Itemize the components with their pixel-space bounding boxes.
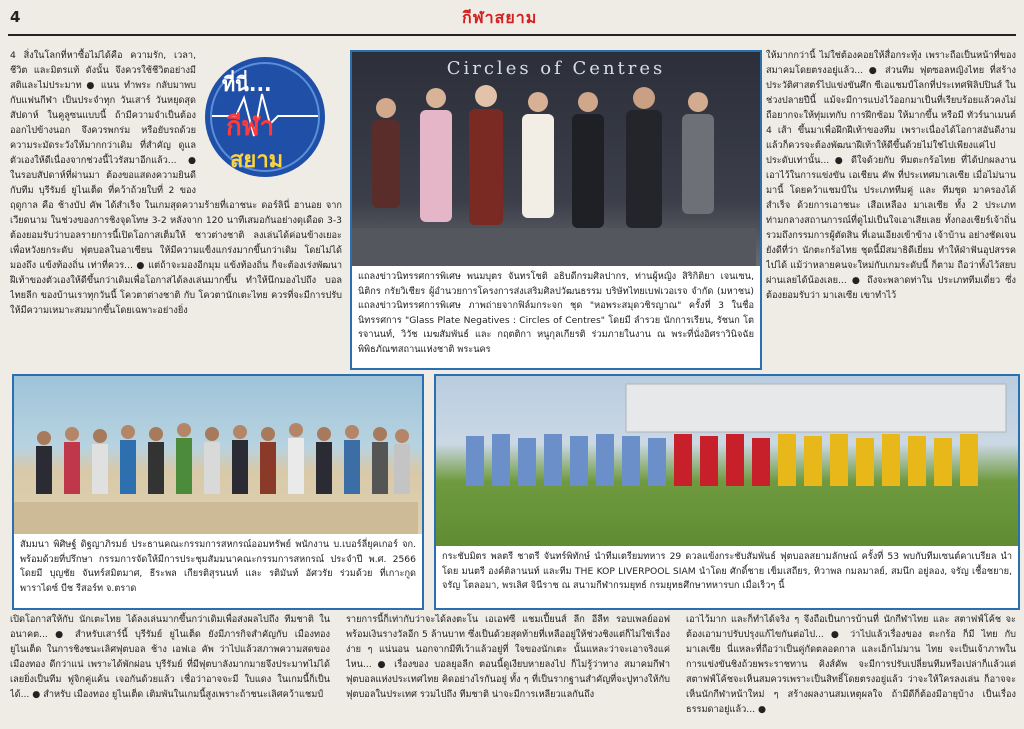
exhibition-photo-box bbox=[350, 50, 762, 370]
football-team-photo bbox=[436, 376, 1018, 546]
seminar-photo-box bbox=[12, 374, 424, 610]
exhibition-banner-text: Circles of Centres bbox=[446, 58, 666, 79]
bottom-column-3: เอาไว้มาก และก็ทำได้จริง ๆ จึงถือเป็นการบ้านที่ นักกีฬาไทย และ สตาฟฟ์โค้ช จะต้องเอามาปรับปรุงแก้ไขกันต่อไป... ● ว่าไปแล้วเรื่องของ ตะกร้อ ก็มี ไทย กับ มาเลเซีย นี่แหละที่ถือว่าเป็นคู่กัดตลอดกาล และเอ็กไม่มาน ไทย จะเป็นเจ้าภาพในการแข่งขันชิงถ้วยพระราชทาน คิงส์คัพ จะมีการปรับเปลี่ยนทีมหรือเปล่าก็แล้วแต่สตาฟฟ์โค้ชจะเห็นสมควรเพราะเป็นสิทธิ์โดยตรงอยู่แล้ว ว่าจะให้ใครลงเล่น ก็อาจจะเห็นนักกีฬาหน้าใหม่ ๆ สร้างผลงานสมเหตุผลใจ ถ้ามีดีก็ต้องมีอายุบ้าง เป็นเรื่องธรรมดาอยู่แล้ว... ● bbox=[686, 614, 1016, 715]
right-column-text: ให้มากกว่านี้ ไม่ใช่ต้องคอยให้สื่อกระทุ้ง เพราะถือเป็นหน้าที่ของสมาคมโดยตรงอยู่แล้ว... ● ส่วนทีม ฟุตซอลหญิงไทย ที่สร้างประวัติศาสตร์ไปแข่งขันศึก ซีเอแชมป์โลกที่ประเทศฟิลิปปินส์ ในช่วงปลายปีนี้ แม้จะมีการแบ่งไว้ออกมาเป็นที่เรียบร้อยแล้วคงไม่ถือยากจะให้ทุ่มเทกับ การฝึกซ้อม ให้มากขึ้น หรือมี ทัวร์นาเมนต์ 4 เส้า ขึ้นมาเพื่อฝึกฝีเท้าของทีม เพราะเนื่องได้โอกาสอันดีงามแล้วก็ควรจะต้องพัฒนาฝีเท้าให้ดีขึ้นด้วยไม่ใช่ไปเพียงแค่ไปประดับเท่านั้น... ● ดีใจด้วยกับ ทีมตะกร้อไทย ที่ได้ปกผลงานเอาไว้ในการแข่งขัน เอเชียน คัพ ที่ประเทศมาเลเซีย เมื่อไม่นานมานี้ โดยคว้าแชมป์ใน ประเภททีมคู่ และ ทีมชุด มาครองได้สำเร็จ ด้วยการเอาชนะ เสือเหลือง มาเลเซีย ทั้ง 2 ประเภท ท่ามกลางสถานการณ์ที่ดูไม่เป็นใจเอาเสียเลย ทั้งกองเชียร์เจ้าถิ่นรวมถึงกรรมการผู้ตัดสิน ที่เอนเอียงเข้าข้าง เจ้าบ้าน อย่างชัดเจน ยังดีที่ว่า นักตะกร้อไทย ชุดนี้มีสมาธิดีเยี่ยม ทำให้ฝ่าฟันอุปสรรคไปได้ แม้ว่าหลายคนจะใหม่กับเกมระดับนี้ ก็ตาม ถือว่าทั้งไว้สยบผ่านเลยได้น้องเลย... ● ถึงจะพลาดท่าใน ประเภททีมเดี่ยว ซึ่งต้องยอมรับว่า มาเลเซีย เขาทำไว้ bbox=[766, 50, 1016, 301]
exhibition-photo bbox=[352, 52, 760, 266]
page-number: 4 bbox=[10, 8, 21, 26]
logo-line-1: ที่นี่... bbox=[222, 72, 272, 96]
header-rule bbox=[8, 34, 1016, 36]
thinee-kilasiam-logo bbox=[196, 54, 334, 180]
seminar-group-photo bbox=[14, 376, 422, 534]
seminar-caption: สัมมนา พิศิษฐ์ ดิฐญาภิรมย์ ประธานคณะกรรมการสหกรณ์ออมทรัพย์ พนักงาน บ.เบอร์ลี่ยุคเกอร์ จก. พร้อมด้วยที่ปรึกษา กรรมการจัดให้มีการประชุมสัมมนาคณะกรรมการสหกรณ์ ประจำปี พ.ศ. 2566 โดยมี บุญชัย จันทร์สมิตมาศ, ธีระพล เกียรติสุรนนท์ และ รติมันท์ อัศวรัย ร่วมด้วย ที่เกาะกูด พาราไดซ์ บีช รีสอร์ท จ.ตราด bbox=[20, 539, 416, 594]
logo-line-2: กีฬา bbox=[226, 112, 275, 142]
football-photo-box bbox=[434, 374, 1020, 610]
football-caption: กระชับมิตร พลตรี ชาตรี จันทร์พิทักษ์ นำทีมเตรียมทหาร 29 ดวลแข้งกระชับสัมพันธ์ ฟุตบอลสยามลักษณ์ ครั้งที่ 53 พบกับทีมเซนต์คาเบรียล นำโดย มนตรี องค์ติลานนท์ และทีม THE KOP LIVERPOOL SIAM นำโดย ศักดิ์ชาย เข็มเสถียร, ทิวาพล กมลมาลย์, สมนึก อยู่ลอง, จรัญ เชื้อชยาย, จรัญ โตลอมา, พรเลิศ จินีราช ณ สนามกีฬากรมยุทธ์ กรมยุทธศึกษาทหารบก เมื่อเร็วๆ นี้ bbox=[442, 551, 1012, 592]
masthead: กีฬาสยาม bbox=[462, 8, 538, 27]
bottom-column-2: รายการนี้ก็เท่ากับว่าจะได้ลงตะโน เอเอฟซี แชมเปี้ยนส์ ลีก อีลีท รอบเพลย์ออฟ พร้อมเงินรางวัลอีก 5 ล้านบาท ซึ่งเป็นด้วยสุดท้ายที่เหลืออยู่ให้ช่วงชิงแต่ก็ไม่ใช่เรื่องง่าย ๆ แน่นอน นอกจากมีทีเว้าแล้วอยู่ที่ ใจของนักเตะ นั้นแหละว่าจะเอาจริงแค่ไหน... ● เรื่องของ บอลยุอลีก ตอนนี้ดูเงียบหายลงไป ก็ไม่รู้ว่าทาง สมาคมกีฬาฟุตบอลแห่งประเทศไทย คิดอย่างไรกันอยู่ ทั้ง ๆ ที่เป็นรากฐานสำคัญที่จะปูทางให้กับ ฟุตบอลในประเทศ รวมไปถึง ทีมชาติ น่าจะมีการเหลียวแลกันถึง bbox=[346, 614, 670, 700]
football-players-figures bbox=[436, 376, 1014, 546]
logo-line-3: สยาม bbox=[230, 148, 284, 173]
exhibition-people-figures bbox=[352, 52, 756, 266]
exhibition-caption: แถลงข่าวนิทรรศการพิเศษ พนมบุตร จันทรโชติ อธิบดีกรมศิลปากร, ท่านผู้หญิง สิริกิติยา เจนเซน, นิติกร กรัยวิเชียร ผู้อำนวยการโครงการส่งเสริมศิลปวัฒนธรรม บริษัทไทยเบฟเวอเรจ จำกัด (มหาชน) แถลงข่าวนิทรรศการพิเศษ ภาพถ่ายจากฟิล์มกระจก ชุด "หอพระสมุดวชิรญาณ" ครั้งที่ 3 ในชื่อนิทรรศการ "Glass Plate Negatives : Circles of Centres" โดยมี ลำรวย นักการเรียน, รัชนก โตรจานนท์, วิวัช เมฆสัมพันธ์ และ กฤตติกา หนูกุลเกียรติ ร่วมภายในงาน ณ พระที่นั่งอิศราวินิจฉัย พิพิธภัณฑสถานแห่งชาติ พระนคร bbox=[358, 271, 754, 355]
seminar-people-figures bbox=[14, 376, 418, 534]
left-column-text: 4 สิ่งในโลกที่หาซื้อไม่ได้คือ ความรัก, เวลา, ชีวิต และมิตรแท้ ดังนั้น จึงควรใช้ชีวิตอย่างมีสติและไม่ประมาท ● แนน ทำพระ กลับมาพบกับแฟนกีฬา เป็นประจำทุก วันเสาร์ วันหยุดสุดสัปดาห์ ในคูลูซนแบบนี้ ถ้ามีความจำเป็นต้องออกไปข้างนอก จึงควรพกร่ม หรือยับรถด้วย ความระมัดระวังให้มากกว่าเดิม ที่สำคัญ ดูแลตัวเองให้ดีเนื่องจากช่วงนี้ไวรัสมาอีกแล้ว... ● ในรอบสัปดาห์ที่ผ่านมา ต้องขอแสดงความยินดีกับทีม บุรีรัมย์ ยูไนเต็ด ที่คว้าถ้วยใบที่ 2 ของฤดูกาล คือ ช้างบัป คัพ ได้สำเร็จ ในเกมสุดความร้ายที่เอาชนะ ดอร์ลินี่ ฮานอย จากเวียดนาม ในช่วงของการชิงจุดโทษ 3-2 หลังจาก 120 นาทีเสมอกันอย่างดุเดือด 3-3 ต้องยอมรับว่าบอลรายการนี้เปิดโอกาสเต็มให้ ชาวต่างชาติ ลงเล่นได้ค่อนข้างเยอะ เพื่อหวังยกระดับ ฟุตบอลในอาเซียน ให้มีความแข็งแกร่งมากขึ้นกว่าเดิม โดยไม่ได้มองถึง แข้งท้องถิ่น เท่าที่ควร... ● แต่ถ้าจะมองอีกมุม แข้งท้องถิ่น ก็จะต้องเร่งพัฒนาฝีเท้าของตัวเองให้ดีขึ้นกว่าเดิมเพื่อโอกาสได้ลงเล่นมากขึ้น ทำให้นึกมองไปถึง บอลไทยลีก ของบ้านเราทุกวันนี้ โควตาต่างชาติ กับ โควตานักเตะไทย ควรที่จะมีการปรับให้มีความเหมาะสมมากขึ้นโดยเฉพาะอย่างยิ่ง bbox=[10, 50, 342, 316]
bottom-column-1: เปิดโอกาสให้กับ นักเตะไทย ได้ลงเล่นมากขึ้นกว่าเดิมเพื่อส่งผลไปถึง ทีมชาติ ในอนาคต... ● สำหรับเสาร์นี้ บุรีรัมย์ ยูไนเต็ด ยังมีภารกิจสำคัญกับ เมืองทอง ยูไนเต็ด ในการชิงชนะเลิศฟุตบอล ช้าง เอฟเอ คัพ ว่าไปแล้วสภาพความสดของ เมืองทอง ดีกว่าแน่ เพราะได้พักผ่อน บุรีรัมย์ ที่มีฟุตบาลังมากมายจึงประมาทไม่ได้เลยยิ่งเป็นทีม ฟูจิกคู่แค้น เจอกันด้วยแล้ว เชื่อว่าอาจจะมี ใบแดง ในเกมนี้ก็เป็นได้... ● สำหรับ เมืองทอง ยูไนเต็ด เติมพันในเกมนี้สูงเพราะถ้าชนะเลิศคว้าแชมป์ bbox=[10, 614, 330, 700]
